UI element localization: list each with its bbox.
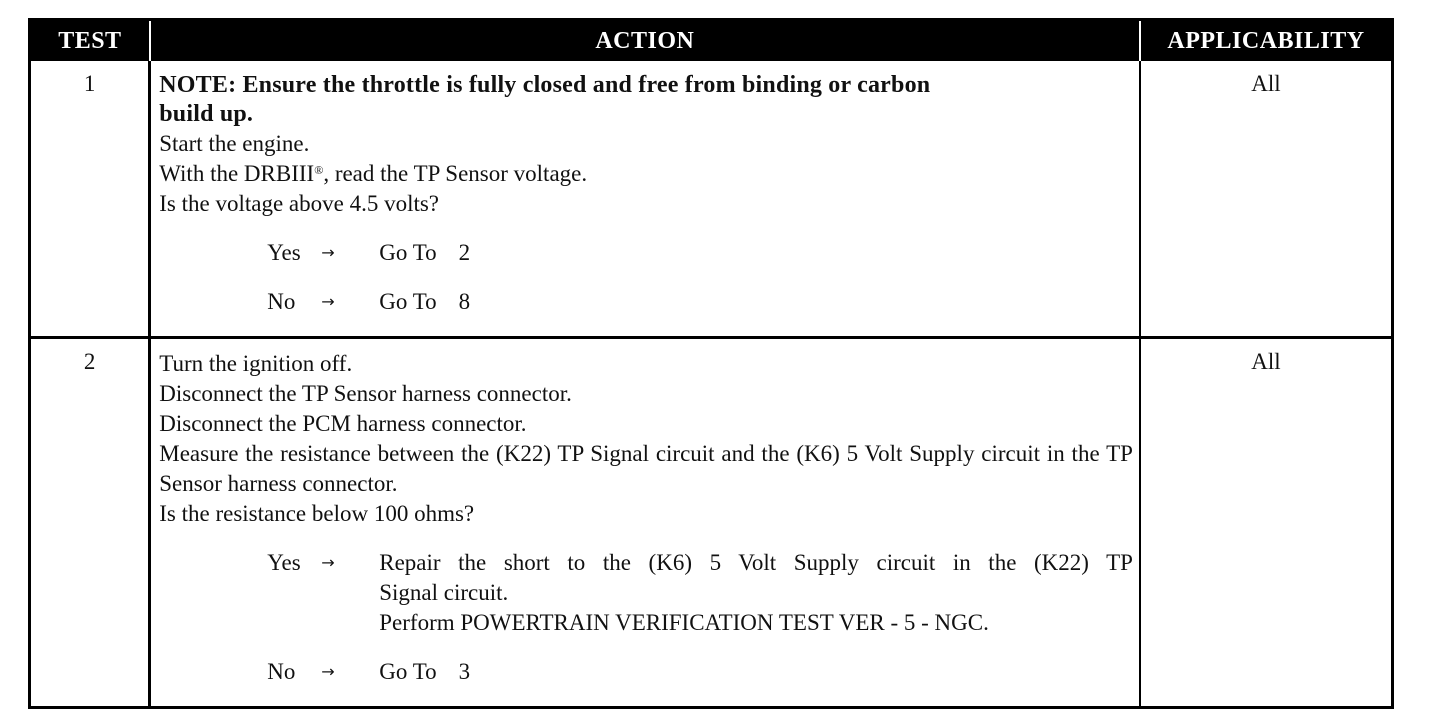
goto-text: Go To [379, 240, 437, 265]
arrow-right-icon: → [321, 553, 335, 572]
goto-text: Go To [379, 659, 437, 684]
step-text: Is the resistance below 100 ohms? [159, 501, 475, 526]
answer-list [159, 548, 1133, 687]
answer-result [379, 657, 1133, 687]
goto-target: 2 [458, 240, 471, 265]
result-line: Signal circuit. [379, 580, 509, 605]
table-header-row [30, 20, 1393, 62]
table-row [30, 61, 1393, 338]
answer-result [379, 287, 1133, 317]
answer-list [159, 238, 1133, 317]
action-cell [150, 61, 1140, 338]
test-number: 2 [30, 338, 150, 708]
action-cell [150, 338, 1140, 708]
arrow-right-icon: → [321, 292, 335, 311]
goto-text: Go To [379, 289, 437, 314]
step-text-part: , read the TP Sensor voltage. [323, 161, 588, 186]
registered-mark: ® [314, 163, 324, 177]
diagnostic-test-table [28, 18, 1394, 709]
test-number: 1 [30, 61, 150, 338]
answer-label: Yes [267, 550, 301, 575]
answer-label: No [267, 289, 296, 314]
goto-target: 3 [458, 659, 471, 684]
arrow-right-icon: → [321, 662, 335, 681]
header-test: TEST [30, 20, 150, 62]
step-text [159, 159, 1133, 189]
step-text: Measure the resistance between the (K22) TP Signal circuit and the (K6) 5 Volt Supply circuit in the TP Sensor harness connector. [159, 441, 1133, 496]
step-text: Start the engine. [159, 131, 310, 156]
step-text: Is the voltage above 4.5 volts? [159, 191, 440, 216]
step-text: Disconnect the PCM harness connector. [159, 411, 527, 436]
header-action: ACTION [150, 20, 1140, 62]
note-line: build up. [159, 101, 254, 127]
step-text-part: With the DRBIII [159, 161, 315, 186]
result-line: Perform POWERTRAIN VERIFICATION TEST VER - 5 - NGC. [379, 610, 989, 635]
applicability-value: All [1140, 61, 1393, 338]
header-applicability: APPLICABILITY [1140, 20, 1393, 62]
table-row [30, 338, 1393, 708]
applicability-value: All [1251, 349, 1281, 374]
answer-result [379, 238, 1133, 268]
step-text: Disconnect the TP Sensor harness connector. [159, 381, 572, 406]
step-text: Turn the ignition off. [159, 351, 353, 376]
answer-yes [267, 238, 1133, 268]
answer-no [267, 287, 1133, 317]
answer-yes [267, 548, 1133, 638]
result-line: Repair the short to the (K6) 5 Volt Supply circuit in the (K22) TP [379, 550, 1133, 575]
arrow-right-icon: → [321, 243, 335, 262]
goto-target: 8 [458, 289, 471, 314]
note-line: NOTE: Ensure the throttle is fully closed and free from binding or carbon [159, 72, 931, 98]
answer-result [379, 548, 1133, 638]
answer-label: Yes [267, 240, 301, 265]
answer-label: No [267, 659, 296, 684]
answer-no [267, 657, 1133, 687]
